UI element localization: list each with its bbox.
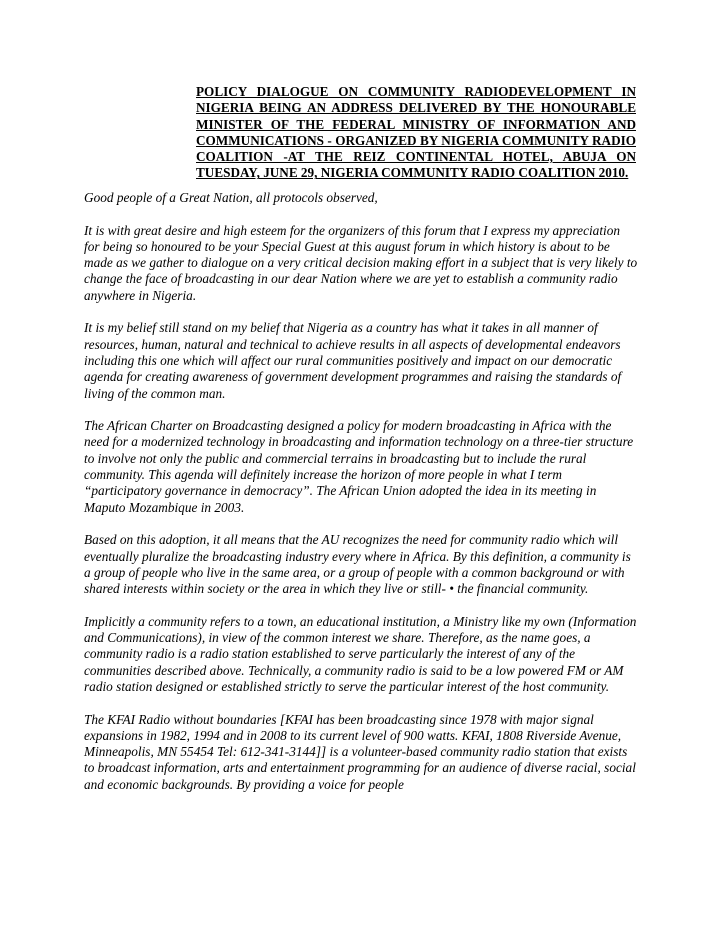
paragraph-kfai-radio: The KFAI Radio without boundaries [KFAI has been broadcasting since 1978 with major signal expansions in 1982, 1994 and in 2008 to its current level of 900 watts. KFAI, 1808 Riverside Avenue, Minneapolis, MN 55454 Tel: 612-341-3144]] is a volunteer-based community radio station that exists to broadcast information, arts and entertainment programming for an audience of diverse racial, social and economic backgrounds. By providing a voice for people <box>84 711 636 792</box>
paragraph-belief: It is my belief still stand on my belief that Nigeria as a country has what it takes in all manner of resources, human, natural and technical to achieve results in all aspects of developmental endeavors including this one which will affect our rural communities positively and impact on our democratic agenda for creating awareness of government development programmes and raising the standards of living of the common man. <box>84 320 622 401</box>
paragraph-african-charter: The African Charter on Broadcasting designed a policy for modern broadcasting in Africa with the need for a modernized technology in broadcasting and information technology on a three-tier structure to involve not only the public and commercial terrains in broadcasting but to include the rural community. This agenda will definitely increase the horizon of more people in what I term “participatory governance in democracy”. The African Union adopted the idea in its meeting in Maputo Mozambique in 2003. <box>84 418 634 515</box>
paragraph-salutation: Good people of a Great Nation, all protocols observed, <box>84 190 378 205</box>
paragraph-appreciation: It is with great desire and high esteem for the organizers of this forum that I express my appreciation for being so honoured to be your Special Guest at this august forum in which history is about to be made as we gather to dialogue on a very critical decision making effort in a subject that is very likely to change the face of broadcasting in our dear Nation where we are yet to establish a community radio anywhere in Nigeria. <box>84 222 638 303</box>
paragraph-au-adoption: Based on this adoption, it all means that the AU recognizes the need for community radio which will eventually pluralize the broadcasting industry every where in Africa. By this definition, a community is a group of people who live in the same area, or a group of people with a common background or with shared interests within society or the area in which they live or still- • the financial community. <box>84 532 631 597</box>
document-body <box>84 190 638 809</box>
paragraph-community-definition: Implicitly a community refers to a town, an educational institution, a Ministry like my own (Information and Communications), in view of the common interest we share. Therefore, as the name goes, a community radio is a radio station established to serve particularly the interest of any of the communities described above. Technically, a community radio is said to be a low powered FM or AM radio station designed or established strictly to serve the particular interest of the host community. <box>84 613 637 694</box>
document-title: POLICY DIALOGUE ON COMMUNITY RADIODEVELOPMENT IN NIGERIA BEING AN ADDRESS DELIVERED BY THE HONOURABLE MINISTER OF THE FEDERAL MINISTRY OF INFORMATION AND COMMUNICATIONS - ORGANIZED BY NIGERIA COMMUNITY RADIO COALITION -AT THE REIZ CONTINENTAL HOTEL, ABUJA ON TUESDAY, JUNE 29, NIGERIA COMMUNITY RADIO COALITION 2010. <box>196 84 636 181</box>
